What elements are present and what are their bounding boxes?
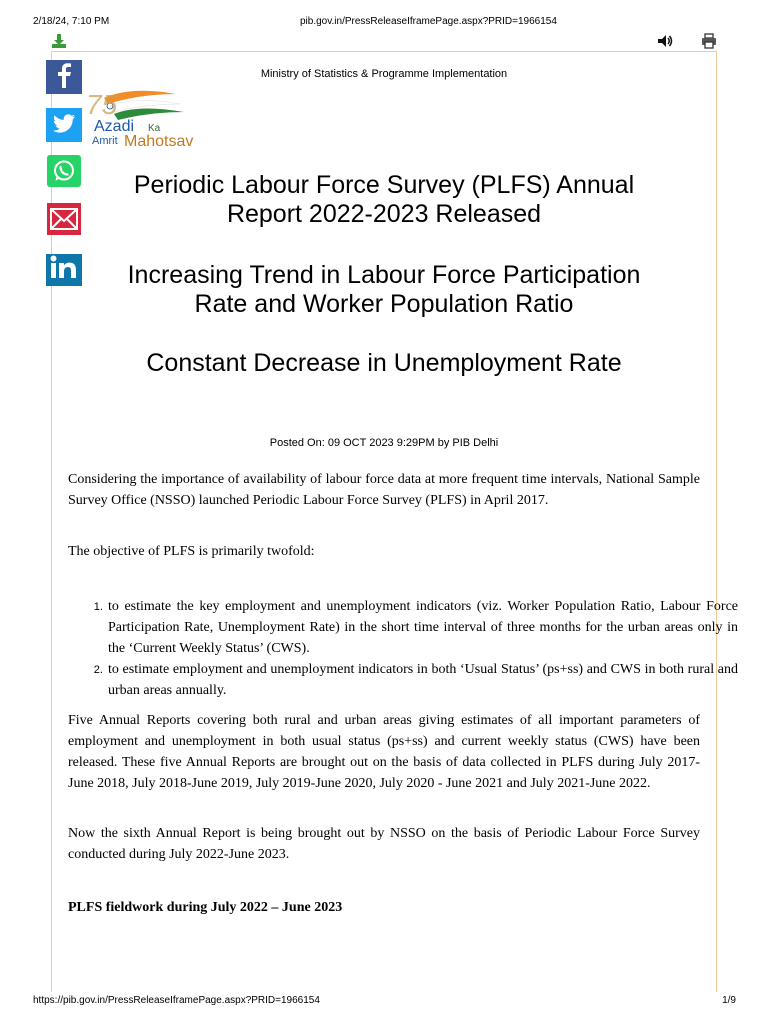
paragraph-objective: [68, 541, 700, 562]
paragraph-sixth-report-text: Now the sixth Annual Report is being brought out by NSSO on the basis of Periodic Labour Force Survey conducted during July 2022-June 2023.: [68, 826, 700, 862]
email-share-button[interactable]: [46, 204, 82, 238]
paragraph-objective-text: The objective of PLFS is primarily twofold:: [68, 544, 315, 559]
objective-item: 2. to estimate employment and unemployment indicators in both ‘Usual Status’ (ps+ss) and CWS in both rural and urban areas annually.: [106, 659, 738, 701]
linkedin-share-button[interactable]: [46, 254, 82, 286]
email-icon: [46, 202, 82, 241]
whatsapp-share-button[interactable]: [46, 156, 82, 190]
paragraph-intro-text: Considering the importance of availability of labour force data at more frequent time intervals, National Sample Survey Office (NSSO) launched Periodic Labour Force Survey (PLFS) in April 2017.: [68, 472, 700, 508]
section-heading-fieldwork: PLFS fieldwork during July 2022 – June 2023: [68, 900, 343, 915]
title-line-1: Periodic Labour Force Survey (PLFS) Annual: [133, 171, 635, 199]
paragraph-intro: [68, 469, 700, 511]
logo-number: 75: [86, 89, 118, 120]
subtitle-unemployment: Constant Decrease in Unemployment Rate: [146, 349, 622, 377]
paragraph-annual-reports: [68, 710, 700, 794]
posted-on: Posted On: 09 OCT 2023 9:29PM by PIB Delhi: [269, 437, 499, 449]
speaker-icon[interactable]: [656, 32, 674, 50]
whatsapp-icon: [46, 154, 82, 193]
paragraph-sixth-report: [68, 823, 700, 865]
download-icon[interactable]: [50, 32, 68, 50]
print-datetime: 2/18/24, 7:10 PM: [33, 16, 110, 27]
linkedin-icon: [46, 252, 82, 289]
print-icon[interactable]: [700, 32, 718, 50]
ministry-name: Ministry of Statistics & Programme Implementation: [260, 68, 508, 80]
objective-item: 1. to estimate the key employment and unemployment indicators (viz. Worker Population Ratio, Labour Force Participation Rate, Unemployment Rate) in the short time interval of three months for the urban areas only in the ‘Current Weekly Status’ (CWS).: [106, 596, 738, 659]
objectives-list: [68, 596, 738, 701]
subtitle-1-line-1: Increasing Trend in Labour Force Participation: [127, 261, 641, 289]
logo-amrit: Amrit: [92, 135, 118, 147]
subtitle-1-line-2: Rate and Worker Population Ratio: [194, 290, 574, 318]
twitter-icon: [46, 106, 82, 145]
logo-ka: Ka: [148, 123, 161, 134]
logo-mahotsav: Mahotsav: [124, 133, 194, 150]
azadi-ka-amrit-mahotsav-logo: [80, 84, 200, 150]
paragraph-annual-reports-text: Five Annual Reports covering both rural and urban areas giving estimates of all important parameters of employment and unemployment in both usual status (ps+ss) and current weekly status (CWS) have been released. These five Annual Reports are brought out on the basis of data collected in PLFS during July 2017- June 2018, July 2018-June 2019, July 2019-June 2020, July 2020 - June 2021 and July 2021-June 2022.: [68, 713, 700, 791]
print-url: pib.gov.in/PressReleaseIframePage.aspx?PRID=1966154: [300, 16, 557, 27]
logo-azadi: Azadi: [94, 118, 135, 135]
subtitle-participation: [86, 261, 682, 319]
title-line-2: Report 2022-2023 Released: [226, 200, 542, 228]
page-number: 1/9: [722, 995, 736, 1006]
page-title: [86, 171, 682, 229]
twitter-share-button[interactable]: [46, 108, 82, 142]
footer-url: https://pib.gov.in/PressReleaseIframePage.aspx?PRID=1966154: [33, 995, 320, 1006]
